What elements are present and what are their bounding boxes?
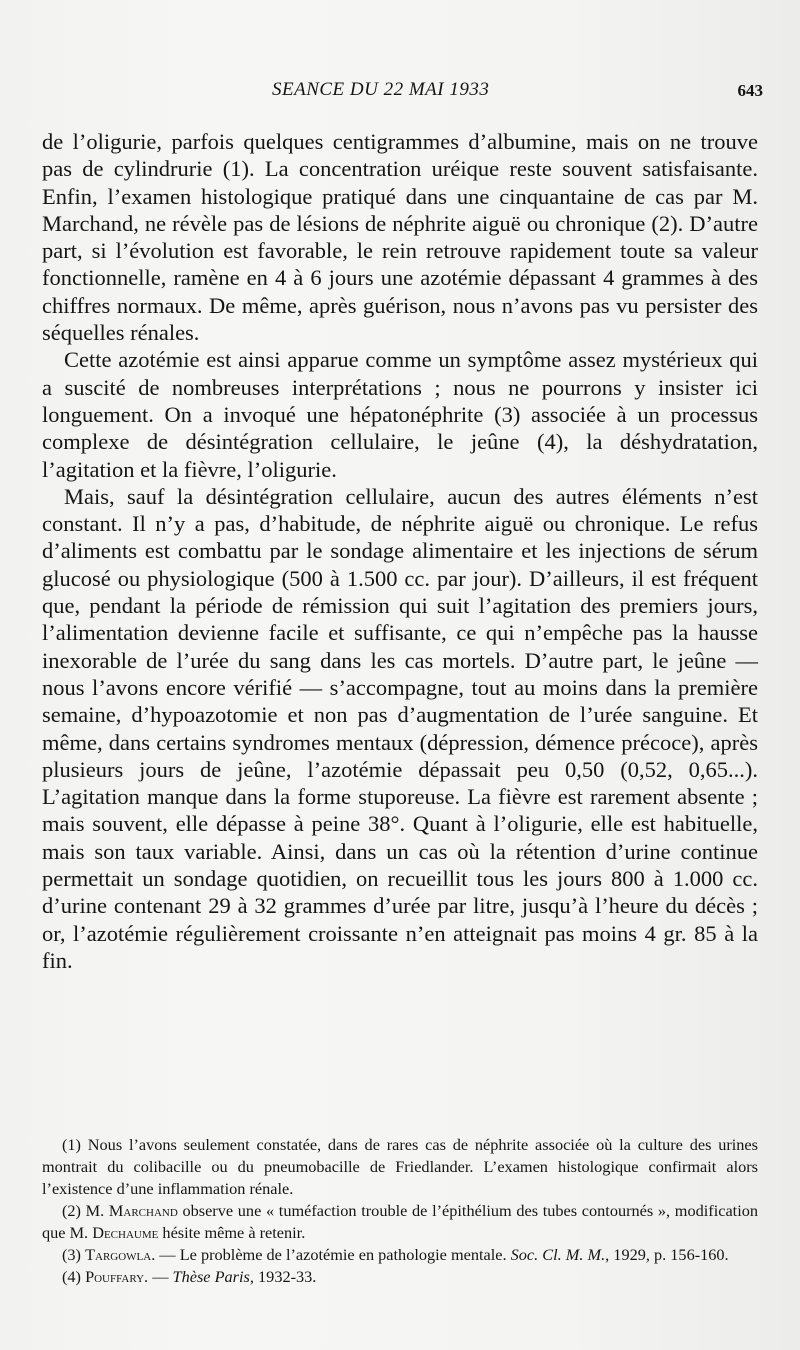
footnote-text: hésite même à retenir. bbox=[158, 1223, 306, 1242]
footnote-author: Pouffary bbox=[85, 1267, 145, 1286]
footnote-text: (2) M. bbox=[62, 1201, 109, 1220]
footnote-author: Dechaume bbox=[92, 1223, 159, 1242]
footnotes bbox=[42, 1134, 758, 1288]
footnote-text: , 1932-33. bbox=[249, 1267, 317, 1286]
running-header bbox=[0, 79, 800, 107]
footnote-4 bbox=[42, 1266, 758, 1288]
page-number: 643 bbox=[737, 81, 763, 100]
footnote-thesis: Thèse Paris bbox=[172, 1267, 250, 1286]
footnote-text: , 1929, p. 156-160. bbox=[605, 1245, 729, 1264]
paragraph: Cette azotémie est ainsi apparue comme un symptôme assez mystérieux qui a suscité de nombreuses interprétations ; nous ne pourrons y insister ici longuement. On a invoqué une hépatonéphrite (3) associée à un processus complexe de désintégration cellulaire, le jeûne (4), la déshydratation, l’agitation et la fièvre, l’oligurie. bbox=[42, 347, 758, 482]
footnote-author: Targowla bbox=[85, 1245, 152, 1264]
paragraph: Mais, sauf la désintégration cellulaire, aucun des autres éléments n’est constant. Il n’y a pas, d’habitude, de néphrite aiguë ou chronique. Le refus d’aliments est combattu par le sondage alimentaire et les injections de sérum glucosé ou physiologique (500 à 1.500 cc. par jour). D’ailleurs, il est fréquent que, pendant la période de rémission qui suit l’agitation des premiers jours, l’alimentation devienne facile et suffisante, ce qui n’empêche pas la hausse inexorable de l’urée du sang dans les cas mortels. D’autre part, le jeûne — nous l’avons encore vérifié — s’accompagne, tout au moins dans la première semaine, d’hypoazotomie et non pas d’augmentation de l’urée sanguine. Et même, dans certains syndromes mentaux (dépression, démence précoce), après plusieurs jours de jeûne, l’azotémie dépassait peu 0,50 (0,52, 0,65...). L’agitation manque dans la forme stuporeuse. La fièvre est rarement absente ; mais souvent, elle dépasse à peine 38°. Quant à l’oligurie, elle est habituelle, mais son taux variable. Ainsi, dans un cas où la rétention d’urine continue permettait un sondage quotidien, on recueillit tous les jours 800 à 1.000 cc. d’urine contenant 29 à 32 grammes d’urée par litre, jusqu’à l’heure du décès ; or, l’azotémie régulièrement croissante n’en atteignait pas moins 4 gr. 85 à la fin. bbox=[42, 483, 758, 973]
footnote-3 bbox=[42, 1244, 758, 1266]
footnote-journal: Soc. Cl. M. M. bbox=[510, 1245, 606, 1264]
paragraph: de l’oligurie, parfois quelques centigrammes d’albumine, mais on ne trouve pas de cylindrurie (1). La concentration uréique reste souvent satisfaisante. Enfin, l’examen histologique pratiqué dans une cinquantaine de cas par M. Marchand, ne révèle pas de lésions de néphrite aiguë ou chronique (2). D’autre part, si l’évolution est favorable, le rein retrouve rapidement toute sa valeur fonctionnelle, ramène en 4 à 6 jours une azotémie dépassant 4 grammes à des chiffres normaux. De même, après guérison, nous n’avons pas vu persister des séquelles rénales. bbox=[42, 129, 758, 346]
running-title: SEANCE DU 22 MAI 1933 bbox=[272, 79, 490, 100]
footnote-2 bbox=[42, 1200, 758, 1244]
footnote-text: (3) bbox=[62, 1245, 86, 1264]
footnote-text: . — bbox=[144, 1267, 173, 1286]
footnote-text: observe une « tuméfaction trouble de l’épithélium des tubes contournés », modification que M. bbox=[42, 1201, 759, 1242]
body-text bbox=[42, 128, 758, 974]
footnote-1: (1) Nous l’avons seulement constatée, dans de rares cas de néphrite associée où la culture des urines montrait du colibacille ou du pneumobacille de Friedlander. L’examen histologique confirmait alors l’existence d’une inflammation rénale. bbox=[42, 1135, 758, 1198]
footnote-text: . — Le problème de l’azotémie en pathologie mentale. bbox=[151, 1245, 511, 1264]
footnote-author: Marchand bbox=[108, 1201, 178, 1220]
footnote-text: (4) bbox=[62, 1267, 86, 1286]
